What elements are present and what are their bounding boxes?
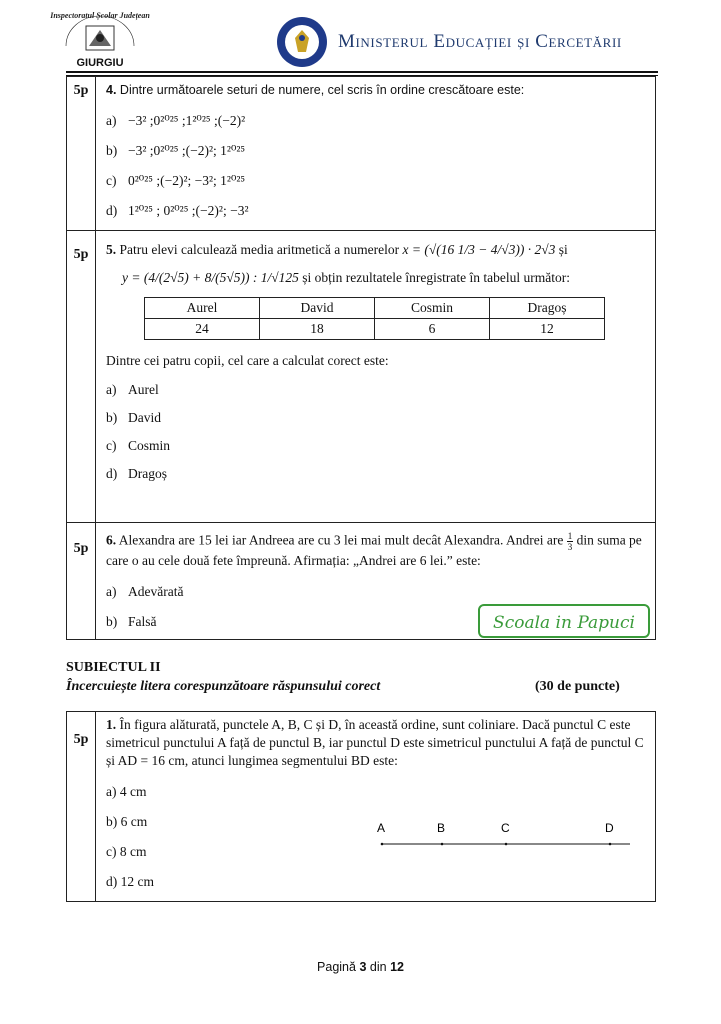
footer-total: 12 [390, 960, 404, 974]
table-header: Aurel [145, 298, 260, 319]
question-text: În figura alăturată, punctele A, B, C și D, în această ordine, sunt coliniare. Dacă punctul C este simetricul punctului A față de punctul B, iar punctul D este simetricul punctului A față de punctul C și AD = 16 cm, atunci lungimea segmentului BD este: [106, 717, 644, 768]
footer-prefix: Pagină [317, 960, 356, 974]
question-5-row [67, 231, 656, 523]
page-footer [0, 960, 721, 974]
question-number: 5. [106, 242, 117, 257]
question-text-cont: din suma pe care o au cele două fete împreună. Afirmația: „Andrei are 6 lei.” este: [106, 532, 642, 568]
logo-giurgiu: GIURGIU [76, 57, 124, 69]
question-points: 5p [67, 523, 96, 640]
collinear-points-figure [346, 817, 616, 857]
question-text: Alexandra are 15 lei iar Andreea are cu 3 lei mai mult decât Alexandra. Andrei are [118, 532, 564, 548]
question-5 [96, 231, 656, 523]
table-header: Cosmin [375, 298, 490, 319]
point-label-c: C [501, 821, 510, 835]
subject-points: (30 de puncte) [535, 679, 620, 694]
option-c[interactable]: c) Cosmin [106, 438, 171, 453]
results-table [144, 297, 605, 340]
logo-lettering: Inspectoratul Școlar Județean [50, 11, 150, 20]
option-d[interactable]: d) 12 cm [106, 874, 154, 889]
option-b[interactable]: b) David [106, 410, 161, 425]
point-label-a: A [377, 821, 386, 835]
fraction: $\frac{1}{3}$ [567, 531, 573, 552]
option-b[interactable]: b) Falsă [106, 614, 157, 629]
table-header: Dragoș [490, 298, 605, 319]
inspectorate-logo [50, 6, 150, 72]
question-text: Dintre următoarele seturi de numere, cel scris în ordine crescătoare este: [119, 83, 525, 97]
option-c[interactable]: c) 0²⁰²⁵ ;(−2)²; −3²; 1²⁰²⁵ [106, 173, 246, 188]
subject-two-table [66, 711, 656, 902]
table-cell: 18 [260, 319, 375, 340]
option-a[interactable]: a) Adevărată [106, 584, 184, 599]
footer-page: 3 [359, 960, 367, 974]
question-ii-1-row [67, 712, 656, 902]
option-a[interactable]: a) 4 cm [106, 784, 147, 799]
header-rule [66, 71, 658, 73]
table-cell: 24 [145, 319, 260, 340]
question-number: 4. [106, 83, 117, 97]
question-text-cont: și obțin rezultatele înregistrate în tabelul următor: [302, 270, 570, 285]
question-points: 5p [67, 231, 96, 523]
question-4-row [67, 77, 656, 231]
option-c[interactable]: c) 8 cm [106, 844, 147, 859]
question-text: Patru elevi calculează media aritmetică a numerelor [119, 242, 400, 257]
point-label-d: D [605, 821, 614, 835]
ministry-name: Ministerul Educației și Cercetării [338, 31, 622, 52]
subject-title: SUBIECTUL II [66, 660, 161, 675]
question-points: 5p [67, 712, 96, 902]
question-ii-1 [96, 712, 656, 902]
question-number: 6. [106, 532, 117, 548]
question-prompt: Dintre cei patru copii, cel care a calculat corect este: [106, 353, 389, 368]
subject-instruction: Încercuiește litera corespunzătoare răspunsului corect [66, 679, 381, 694]
question-number: 1. [106, 717, 117, 732]
footer-mid: din [369, 960, 387, 974]
table-cell: 12 [490, 319, 605, 340]
point-label-b: B [437, 821, 446, 835]
and-word: și [558, 242, 568, 257]
table-header: David [260, 298, 375, 319]
y-expression: y = (4/(2√5) + 8/(5√5)) : 1/√125 [122, 270, 299, 285]
option-d[interactable]: d) Dragoș [106, 466, 167, 481]
option-a[interactable]: a) −3² ;0²⁰²⁵ ;1²⁰²⁵ ;(−2)² [106, 113, 246, 128]
question-points: 5p [67, 77, 96, 231]
subject-one-table [66, 76, 656, 640]
option-a[interactable]: a) Aurel [106, 382, 159, 397]
option-b[interactable]: b) 6 cm [106, 814, 148, 829]
watermark-stamp: Scoala in Papuci [478, 604, 650, 638]
question-4 [96, 77, 656, 231]
option-b[interactable]: b) −3² ;0²⁰²⁵ ;(−2)²; 1²⁰²⁵ [106, 143, 246, 158]
government-seal-icon [276, 16, 328, 68]
x-expression: x = (√(16 1/3 − 4/√3)) · 2√3 [402, 242, 556, 257]
table-cell: 6 [375, 319, 490, 340]
option-d[interactable]: d) 1²⁰²⁵ ; 0²⁰²⁵ ;(−2)²; −3² [106, 203, 249, 218]
